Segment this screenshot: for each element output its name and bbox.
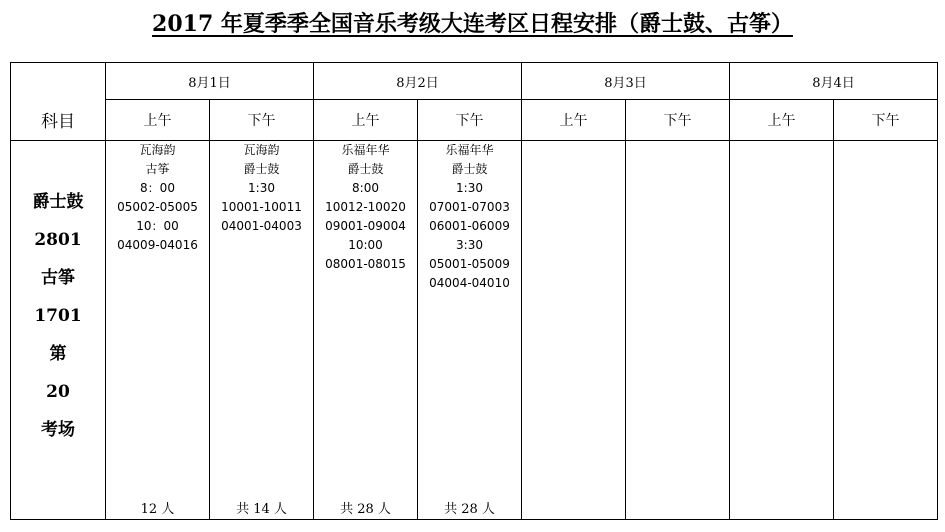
slot-line: 8:00: [352, 181, 379, 195]
pm-header: 下午: [210, 100, 314, 141]
am-header: 上午: [730, 100, 834, 141]
slot-count: 共 28 人: [340, 502, 391, 517]
slot-line: 07001-07003: [429, 200, 510, 214]
slot-line: 04009-04016: [117, 238, 198, 252]
slot-line: 06001-06009: [429, 219, 510, 233]
slot-line: 10：00: [136, 219, 179, 233]
slot-cell: [106, 141, 210, 520]
slot-line: 10:00: [348, 238, 383, 252]
slot-count: 12 人: [140, 502, 175, 517]
slot-line: 瓦海韵: [139, 143, 176, 157]
slot-line: 1:30: [456, 181, 483, 195]
slot-line: 05002-05005: [117, 200, 198, 214]
slot-count: 共 28 人: [444, 502, 495, 517]
slot-line: 爵士鼓: [347, 162, 384, 176]
subject-cell: [11, 141, 106, 520]
slot-cell: [834, 141, 938, 520]
slot-cell: [626, 141, 730, 520]
subject-line: 爵士鼓: [32, 192, 84, 212]
slot-line: 8：00: [140, 181, 175, 195]
subject-stack: [11, 183, 105, 449]
schedule-table: [10, 62, 938, 520]
pm-header: 下午: [626, 100, 730, 141]
slot-line: 瓦海韵: [243, 143, 280, 157]
date-header-2: 8月2日: [314, 63, 522, 100]
slot-line: 10001-10011: [221, 200, 302, 214]
slot-line: 09001-09004: [325, 219, 406, 233]
slot-cell: [314, 141, 418, 520]
slot-line: 3:30: [456, 238, 483, 252]
slot-cell: [210, 141, 314, 520]
pm-header: 下午: [834, 100, 938, 141]
subject-header: 科目: [11, 63, 106, 141]
slot-line: 1:30: [248, 181, 275, 195]
slot-line: 05001-05009: [429, 257, 510, 271]
slot-line: 乐福年华: [445, 143, 494, 157]
subject-line: 第: [49, 344, 67, 364]
slot-line: 08001-08015: [325, 257, 406, 271]
subject-line: 20: [46, 382, 70, 402]
date-header-4: 8月4日: [730, 63, 938, 100]
subject-line: 2801: [34, 230, 82, 250]
slot-line: 10012-10020: [325, 200, 406, 214]
slot-line: 古筝: [145, 162, 170, 176]
title-text: 2017 年夏季季全国音乐考级大连考区日程安排（爵士鼓、古筝）: [152, 11, 793, 37]
page-title: [0, 8, 945, 40]
slot-line: 爵士鼓: [243, 162, 280, 176]
ampm-header-row: [11, 100, 938, 141]
subject-line: 考场: [41, 420, 75, 440]
date-header-row: [11, 63, 938, 100]
slot-cell: [522, 141, 626, 520]
subject-line: 古筝: [41, 268, 75, 288]
am-header: 上午: [314, 100, 418, 141]
slot-line: 04004-04010: [429, 276, 510, 290]
date-header-1: 8月1日: [106, 63, 314, 100]
am-header: 上午: [106, 100, 210, 141]
subject-line: 1701: [34, 306, 82, 326]
slot-lines: [210, 141, 313, 236]
slot-line: 乐福年华: [341, 143, 390, 157]
slot-lines: [314, 141, 417, 274]
slot-count: 共 14 人: [236, 502, 287, 517]
slot-cell: [418, 141, 522, 520]
am-header: 上午: [522, 100, 626, 141]
slot-cell: [730, 141, 834, 520]
slot-line: 04001-04003: [221, 219, 302, 233]
schedule-body-row: [11, 141, 938, 520]
date-header-3: 8月3日: [522, 63, 730, 100]
slot-lines: [418, 141, 521, 293]
slot-line: 爵士鼓: [451, 162, 488, 176]
pm-header: 下午: [418, 100, 522, 141]
slot-lines: [106, 141, 209, 255]
